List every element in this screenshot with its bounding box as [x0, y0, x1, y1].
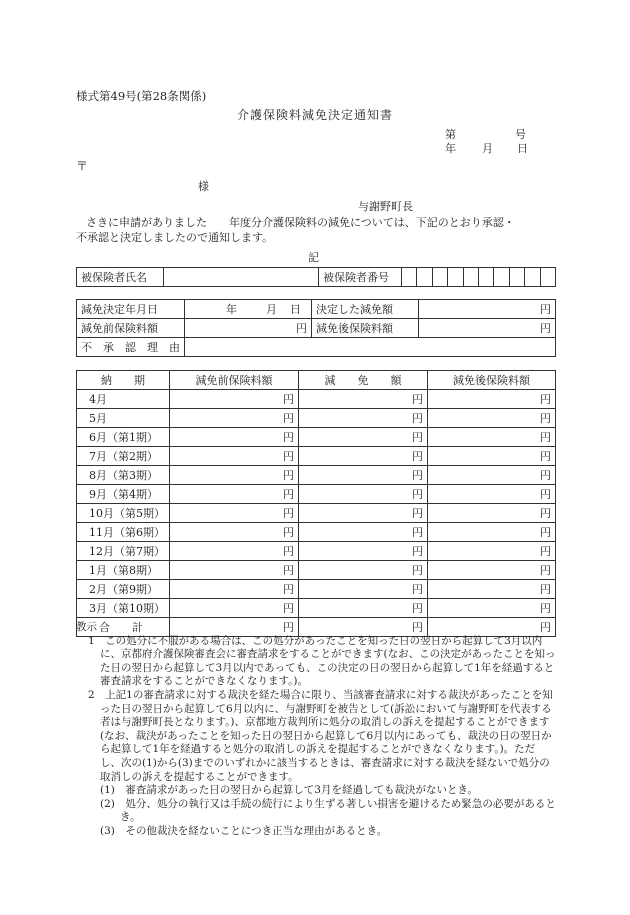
period-after-amount: 円 — [428, 485, 556, 504]
period-row — [77, 466, 556, 485]
period-after-amount: 円 — [428, 390, 556, 409]
period-before-amount: 円 — [170, 390, 299, 409]
period-before-amount: 円 — [170, 580, 299, 599]
period-after-amount: 円 — [428, 428, 556, 447]
doc-no-prefix: 第 — [445, 128, 456, 141]
period-row — [77, 485, 556, 504]
period-row — [77, 428, 556, 447]
period-row — [77, 504, 556, 523]
decision-date-label: 減免決定年月日 — [77, 300, 185, 319]
period-row — [77, 390, 556, 409]
period-reduction-amount: 円 — [299, 447, 428, 466]
decision-table — [76, 299, 556, 357]
disapproval-reason-value — [185, 338, 556, 357]
period-label: 9月（第4期） — [77, 485, 170, 504]
period-reduction-amount: 円 — [299, 618, 428, 637]
period-label: 合 計 — [77, 618, 170, 637]
period-after-amount: 円 — [428, 447, 556, 466]
period-before-amount: 円 — [170, 466, 299, 485]
before-amount-value: 円 — [185, 319, 312, 338]
insured-number-boxes — [540, 268, 555, 287]
period-label: 6月（第1期） — [77, 428, 170, 447]
decided-amount-value: 円 — [419, 300, 556, 319]
intro-line-1: さきに申請がありました 年度分介護保険料の減免については、下記のとおり承認・ — [86, 216, 515, 229]
period-before-amount: 円 — [170, 561, 299, 580]
period-before-amount: 円 — [170, 523, 299, 542]
period-reduction-amount: 円 — [299, 485, 428, 504]
period-label: 5月 — [77, 409, 170, 428]
period-after-amount: 円 — [428, 466, 556, 485]
period-row — [77, 599, 556, 618]
period-label: 2月（第9期） — [77, 580, 170, 599]
document-title: 介護保険料減免決定通知書 — [237, 108, 394, 122]
period-row — [77, 447, 556, 466]
instruction-2: 2 上記1の審査請求に対する裁決を経た場合に限り、当該審査請求に対する裁決があったことを知った日の翌日から起算して6月以内に、与謝野町を被告として(訴訟において与謝野町を代表する者は与謝野町長となります。)、京都地方裁判所に処分の取消しの訴えを提起することができます(なお、裁決があったことを知った日の翌日から起算して6月以内にあっても、裁決の日の翌日から起算して1年を経過すると処分の取消しの訴えを提起することができなくなります。)。ただし、次の(1)から(3)までのいずれかに該当するときは、審査請求に対する裁決を経ないで処分の取消しの訴えを提起することができます。 — [88, 688, 553, 783]
period-before-amount: 円 — [170, 485, 299, 504]
period-label: 10月（第5期） — [77, 504, 170, 523]
period-reduction-amount: 円 — [299, 542, 428, 561]
instruction-item-1: (1) 審査請求があった日の翌日から起算して3月を経過しても裁決がないとき。 — [100, 784, 479, 797]
form-number: 様式第49号(第28条関係) — [76, 89, 207, 103]
period-reduction-amount: 円 — [299, 599, 428, 618]
period-before-amount: 円 — [170, 599, 299, 618]
period-after-amount: 円 — [428, 561, 556, 580]
insured-number-boxes — [509, 268, 524, 287]
instruction-item-3: (3) その他裁決を経ないことにつき正当な理由があるとき。 — [100, 824, 388, 837]
period-after-amount: 円 — [428, 542, 556, 561]
period-after-amount: 円 — [428, 523, 556, 542]
period-before-amount: 円 — [170, 618, 299, 637]
issuer-name: 与謝野町長 — [358, 200, 413, 213]
period-reduction-amount: 円 — [299, 580, 428, 599]
period-before-amount: 円 — [170, 504, 299, 523]
period-label: 1月（第8期） — [77, 561, 170, 580]
period-after-amount: 円 — [428, 580, 556, 599]
period-label: 12月（第7期） — [77, 542, 170, 561]
insured-number-boxes — [448, 268, 463, 287]
ki-label: 記 — [308, 251, 319, 264]
col-header-reduction: 減 免 額 — [299, 371, 428, 390]
period-row — [77, 561, 556, 580]
period-before-amount: 円 — [170, 447, 299, 466]
period-reduction-amount: 円 — [299, 523, 428, 542]
period-label: 7月（第2期） — [77, 447, 170, 466]
period-reduction-amount: 円 — [299, 466, 428, 485]
period-row — [77, 409, 556, 428]
addressee-suffix: 様 — [198, 180, 209, 193]
insured-number-boxes — [463, 268, 478, 287]
period-after-amount: 円 — [428, 618, 556, 637]
insured-number-boxes — [478, 268, 493, 287]
insured-name-cell — [164, 268, 319, 287]
doc-no-suffix: 号 — [515, 128, 526, 141]
period-table — [76, 370, 556, 637]
decided-amount-label: 決定した減免額 — [312, 300, 419, 319]
period-after-amount: 円 — [428, 599, 556, 618]
period-reduction-amount: 円 — [299, 504, 428, 523]
period-before-amount: 円 — [170, 409, 299, 428]
col-header-before: 減免前保険料額 — [170, 371, 299, 390]
period-label: 4月 — [77, 390, 170, 409]
insured-number-label: 被保険者番号 — [319, 268, 402, 287]
period-after-amount: 円 — [428, 409, 556, 428]
period-before-amount: 円 — [170, 428, 299, 447]
date-month: 月 — [482, 142, 493, 155]
col-header-period: 納 期 — [77, 371, 170, 390]
period-reduction-amount: 円 — [299, 409, 428, 428]
insured-number-boxes — [494, 268, 509, 287]
decision-date-value: 年 月 日 — [185, 300, 312, 319]
insured-number-boxes — [432, 268, 447, 287]
period-reduction-amount: 円 — [299, 428, 428, 447]
period-label: 8月（第3期） — [77, 466, 170, 485]
after-amount-label: 減免後保険料額 — [312, 319, 419, 338]
insured-number-boxes — [402, 268, 417, 287]
instruction-item-2: (2) 処分、処分の執行又は手続の続行により生ずる著しい損害を避けるため緊急の必要があるとき。 — [100, 797, 556, 824]
period-before-amount: 円 — [170, 542, 299, 561]
insured-number-boxes — [525, 268, 540, 287]
period-after-amount: 円 — [428, 504, 556, 523]
instruction-1: 1 この処分に不服がある場合は、この処分があったことを知った日の翌日から起算して3月以内に、京都府介護保険審査会に審査請求をすることができます(なお、この決定があったことを知った日の翌日から起算して3月以内であっても、この決定の日の翌日から起算して1年を経過すると審査請求をすることができなくなります。)。 — [88, 634, 556, 688]
insured-number-boxes — [417, 268, 432, 287]
intro-line-2: 不承認と決定しましたので通知します。 — [76, 231, 274, 244]
col-header-after: 減免後保険料額 — [428, 371, 556, 390]
period-row — [77, 523, 556, 542]
period-reduction-amount: 円 — [299, 390, 428, 409]
instructions-heading: 教示 — [76, 621, 97, 633]
period-reduction-amount: 円 — [299, 561, 428, 580]
date-year: 年 — [445, 142, 456, 155]
date-day: 日 — [517, 142, 528, 155]
instructions — [76, 621, 556, 839]
period-label: 11月（第6期） — [77, 523, 170, 542]
period-row — [77, 580, 556, 599]
period-row — [77, 542, 556, 561]
period-label: 3月（第10期） — [77, 599, 170, 618]
after-amount-value: 円 — [419, 319, 556, 338]
insured-table — [76, 267, 556, 287]
postal-mark: 〒 — [76, 159, 89, 173]
insured-name-label: 被保険者氏名 — [77, 268, 164, 287]
before-amount-label: 減免前保険料額 — [77, 319, 185, 338]
disapproval-reason-label: 不 承 認 理 由 — [77, 338, 185, 357]
